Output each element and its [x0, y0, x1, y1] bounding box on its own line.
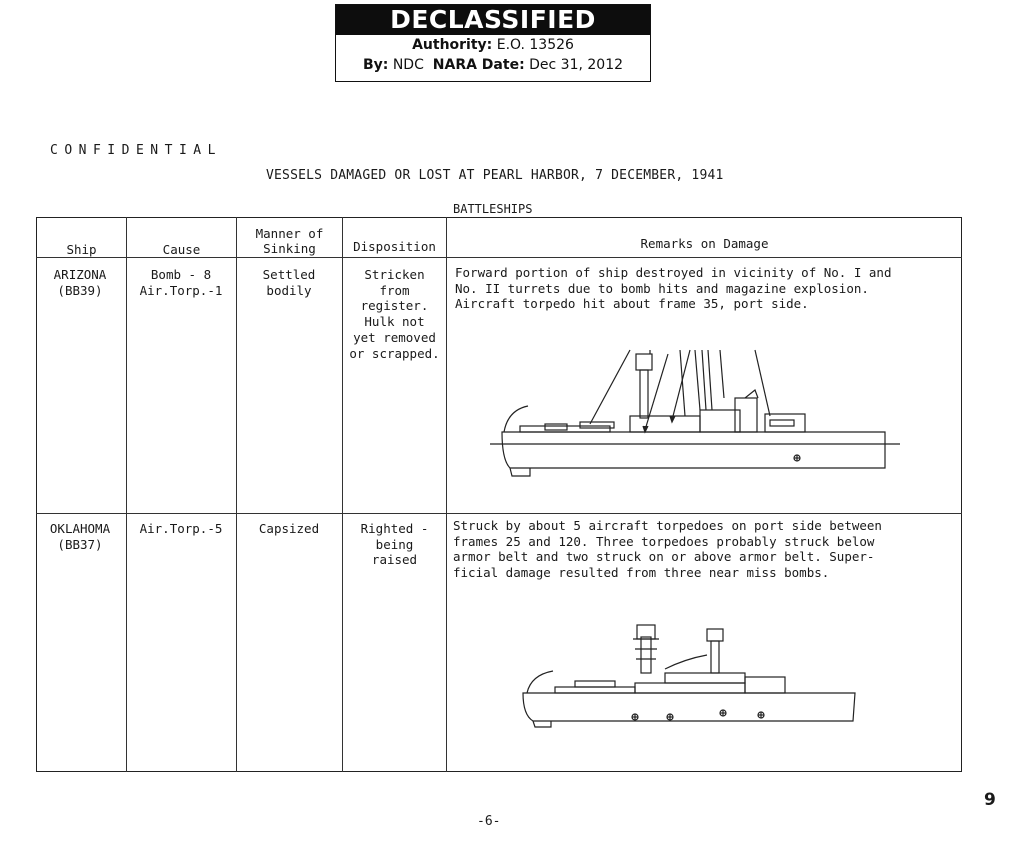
- stamp-by-label: By:: [362, 57, 389, 73]
- stamp-nara-value: Dec 31, 2012: [529, 57, 624, 73]
- row-divider: [36, 513, 962, 514]
- header-manner: Manner of Sinking: [255, 226, 324, 256]
- oklahoma-profile-drawing: [515, 615, 865, 730]
- stamp-authority-label: Authority:: [412, 37, 493, 53]
- row-ship: OKLAHOMA (BB37): [49, 521, 111, 552]
- row-disposition: Stricken from register. Hulk not yet removed or scrapped.: [349, 267, 440, 361]
- header-divider: [36, 257, 962, 258]
- header-ship: Ship: [66, 242, 97, 257]
- row-remarks: Struck by about 5 aircraft torpedoes on port side between frames 25 and 120. Three torpedoes probably struck below armor belt and two struck on or above armor belt. Super- ficial damage resulted from three near miss bombs.: [453, 518, 882, 581]
- stamp-authority: [336, 35, 650, 55]
- column-divider: [446, 217, 447, 772]
- row-cause: Bomb - 8 Air.Torp.-1: [139, 267, 223, 298]
- stamp-by-date: [336, 55, 650, 75]
- column-divider: [126, 217, 127, 772]
- row-remarks: Forward portion of ship destroyed in vicinity of No. I and No. II turrets due to bomb hits and magazine explosion. Aircraft torpedo hit about frame 35, port side.: [455, 265, 892, 312]
- arizona-profile-drawing: [480, 340, 910, 480]
- header-disposition: Disposition: [353, 239, 436, 254]
- row-disposition: Righted - being raised: [360, 521, 429, 568]
- header-remarks: Remarks on Damage: [640, 236, 769, 251]
- row-manner: Capsized: [258, 521, 320, 536]
- stamp-by-value: NDC: [392, 57, 424, 73]
- row-cause: Air.Torp.-5: [139, 521, 223, 536]
- header-cause: Cause: [162, 242, 201, 257]
- row-ship: ARIZONA (BB39): [53, 267, 107, 298]
- stamp-authority-value: E.O. 13526: [496, 37, 574, 53]
- classification-marking: CONFIDENTIAL: [50, 143, 222, 158]
- row-manner: Settled bodily: [262, 267, 316, 298]
- section-heading: BATTLESHIPS: [453, 202, 533, 216]
- page-number: -6-: [477, 814, 501, 829]
- stamp-title: DECLASSIFIED: [336, 5, 650, 35]
- corner-page-number: 9: [984, 790, 996, 810]
- document-title: VESSELS DAMAGED OR LOST AT PEARL HARBOR, 7 DECEMBER, 1941: [266, 168, 724, 183]
- stamp-nara-label: NARA Date:: [432, 57, 525, 73]
- column-divider: [236, 217, 237, 772]
- declassified-stamp: [335, 4, 651, 82]
